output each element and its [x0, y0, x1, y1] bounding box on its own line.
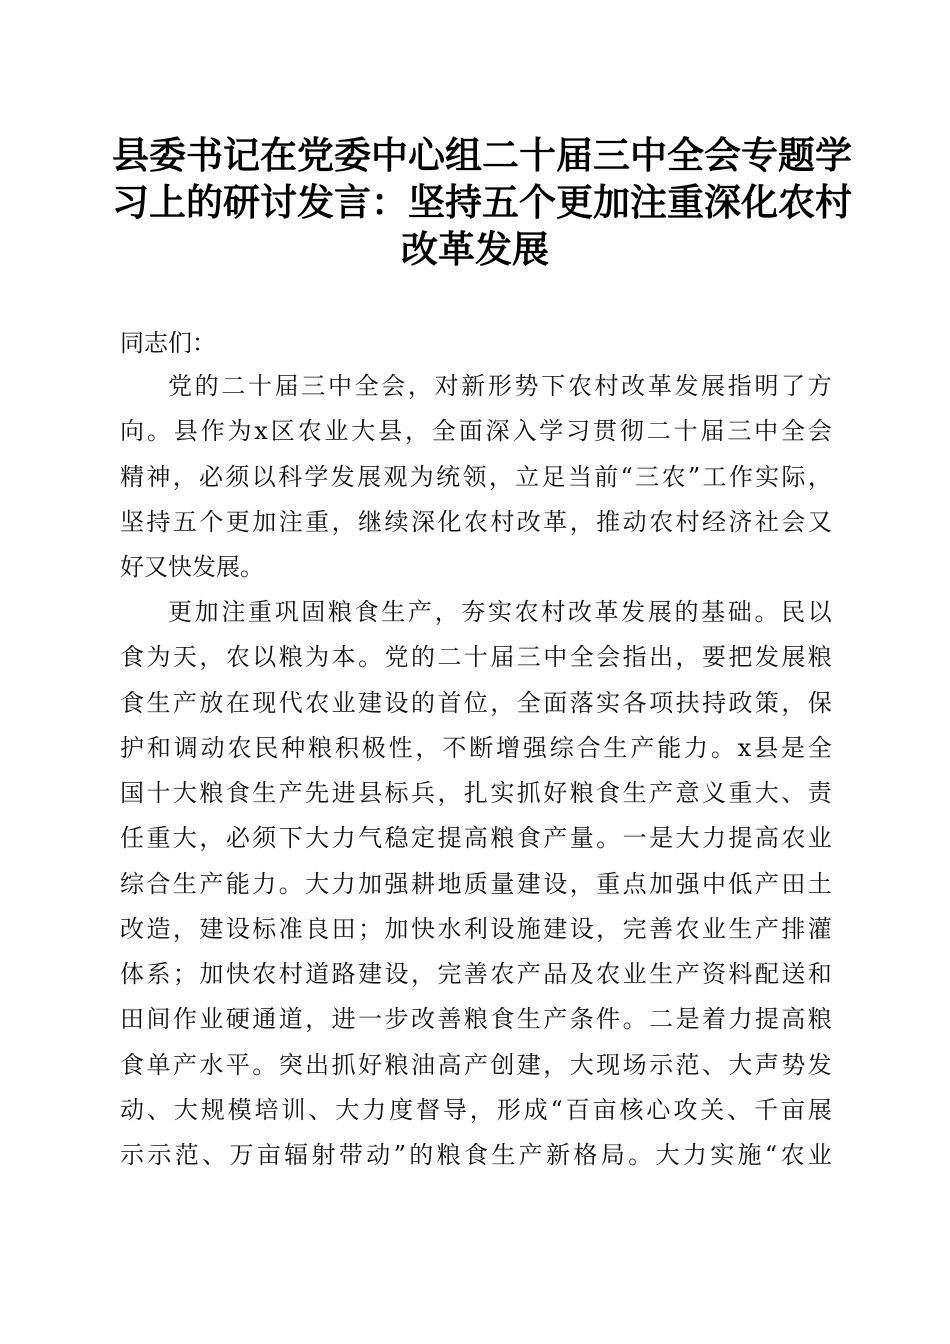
- paragraph-line: 田 间 作 业 硬 通 道 ， 进 一 步 改 善 粮 食 生 产 条 件 。 二 是 着 力 提 高 粮: [120, 1005, 832, 1033]
- paragraph-line: 综 合 生 产 能 力 。 大 力 加 强 耕 地 质 量 建 设 ， 重 点 加 强 中 低 产 田 土: [120, 870, 832, 898]
- salutation: 同志们：: [120, 329, 216, 357]
- paragraph-line: 食 生 产 放 在 现 代 农 业 建 设 的 首 位 ， 全 面 落 实 各 项 扶 持 政 策 ， 保: [120, 689, 832, 717]
- paragraph-line: 精 神 ， 必 须 以 科 学 发 展 观 为 统 领 ， 立 足 当 前 “ 三 农 ” 工 作 实 际 ，: [120, 463, 832, 491]
- paragraph-line: 动 、 大 规 模 培 训 、 大 力 度 督 导 ， 形 成 “ 百 亩 核 心 攻 关 、 千 亩 展: [120, 1096, 832, 1124]
- paragraph-line: 食 为 天 ， 农 以 粮 为 本 。 党 的 二 十 届 三 中 全 会 指 出 ， 要 把 发 展 粮: [120, 643, 832, 671]
- paragraph-line: 任 重 大 ， 必 须 下 大 力 气 稳 定 提 高 粮 食 产 量 。 一 是 大 力 提 高 农 业: [120, 824, 832, 852]
- paragraph-line: 更 加 注 重 巩 固 粮 食 生 产 ， 夯 实 农 村 改 革 发 展 的 基 础 。 民 以: [168, 598, 832, 626]
- paragraph-line: 好又快发展。: [120, 553, 264, 581]
- title-line: 习上的研讨发言：坚持五个更加注重深化农村: [112, 180, 852, 224]
- paragraph-line: 向 。 县 作 为 x 区 农 业 大 县 ， 全 面 深 入 学 习 贯 彻 二 十 届 三 中 全 会: [120, 417, 832, 445]
- title-line: 县委书记在党委中心组二十届三中全会专题学: [112, 133, 852, 177]
- paragraph-line: 国 十 大 粮 食 生 产 先 进 县 标 兵 ， 扎 实 抓 好 粮 食 生 产 意 义 重 大 、 责: [120, 779, 832, 807]
- paragraph-line: 示 示 范 、 万 亩 辐 射 带 动 ” 的 粮 食 生 产 新 格 局 。 大 力 实 施 “ 农 业: [120, 1141, 832, 1169]
- paragraph-line: 坚 持 五 个 更 加 注 重 ， 继 续 深 化 农 村 改 革 ， 推 动 农 村 经 济 社 会 又: [120, 508, 832, 536]
- paragraph-line: 改 造 ， 建 设 标 准 良 田 ； 加 快 水 利 设 施 建 设 ， 完 善 农 业 生 产 排 灌: [120, 915, 832, 943]
- paragraph-line: 食 单 产 水 平 。 突 出 抓 好 粮 油 高 产 创 建 ， 大 现 场 示 范 、 大 声 势 发: [120, 1051, 832, 1079]
- paragraph-line: 护 和 调 动 农 民 种 粮 积 极 性 ， 不 断 增 强 综 合 生 产 能 力 。 x 县 是 全: [120, 734, 832, 762]
- title-line: 改革发展: [401, 227, 549, 271]
- paragraph-line: 党 的 二 十 届 三 中 全 会 ， 对 新 形 势 下 农 村 改 革 发 展 指 明 了 方: [168, 372, 832, 400]
- document-title: [112, 132, 852, 273]
- paragraph-line: 体 系 ； 加 快 农 村 道 路 建 设 ， 完 善 农 产 品 及 农 业 生 产 资 料 配 送 和: [120, 960, 832, 988]
